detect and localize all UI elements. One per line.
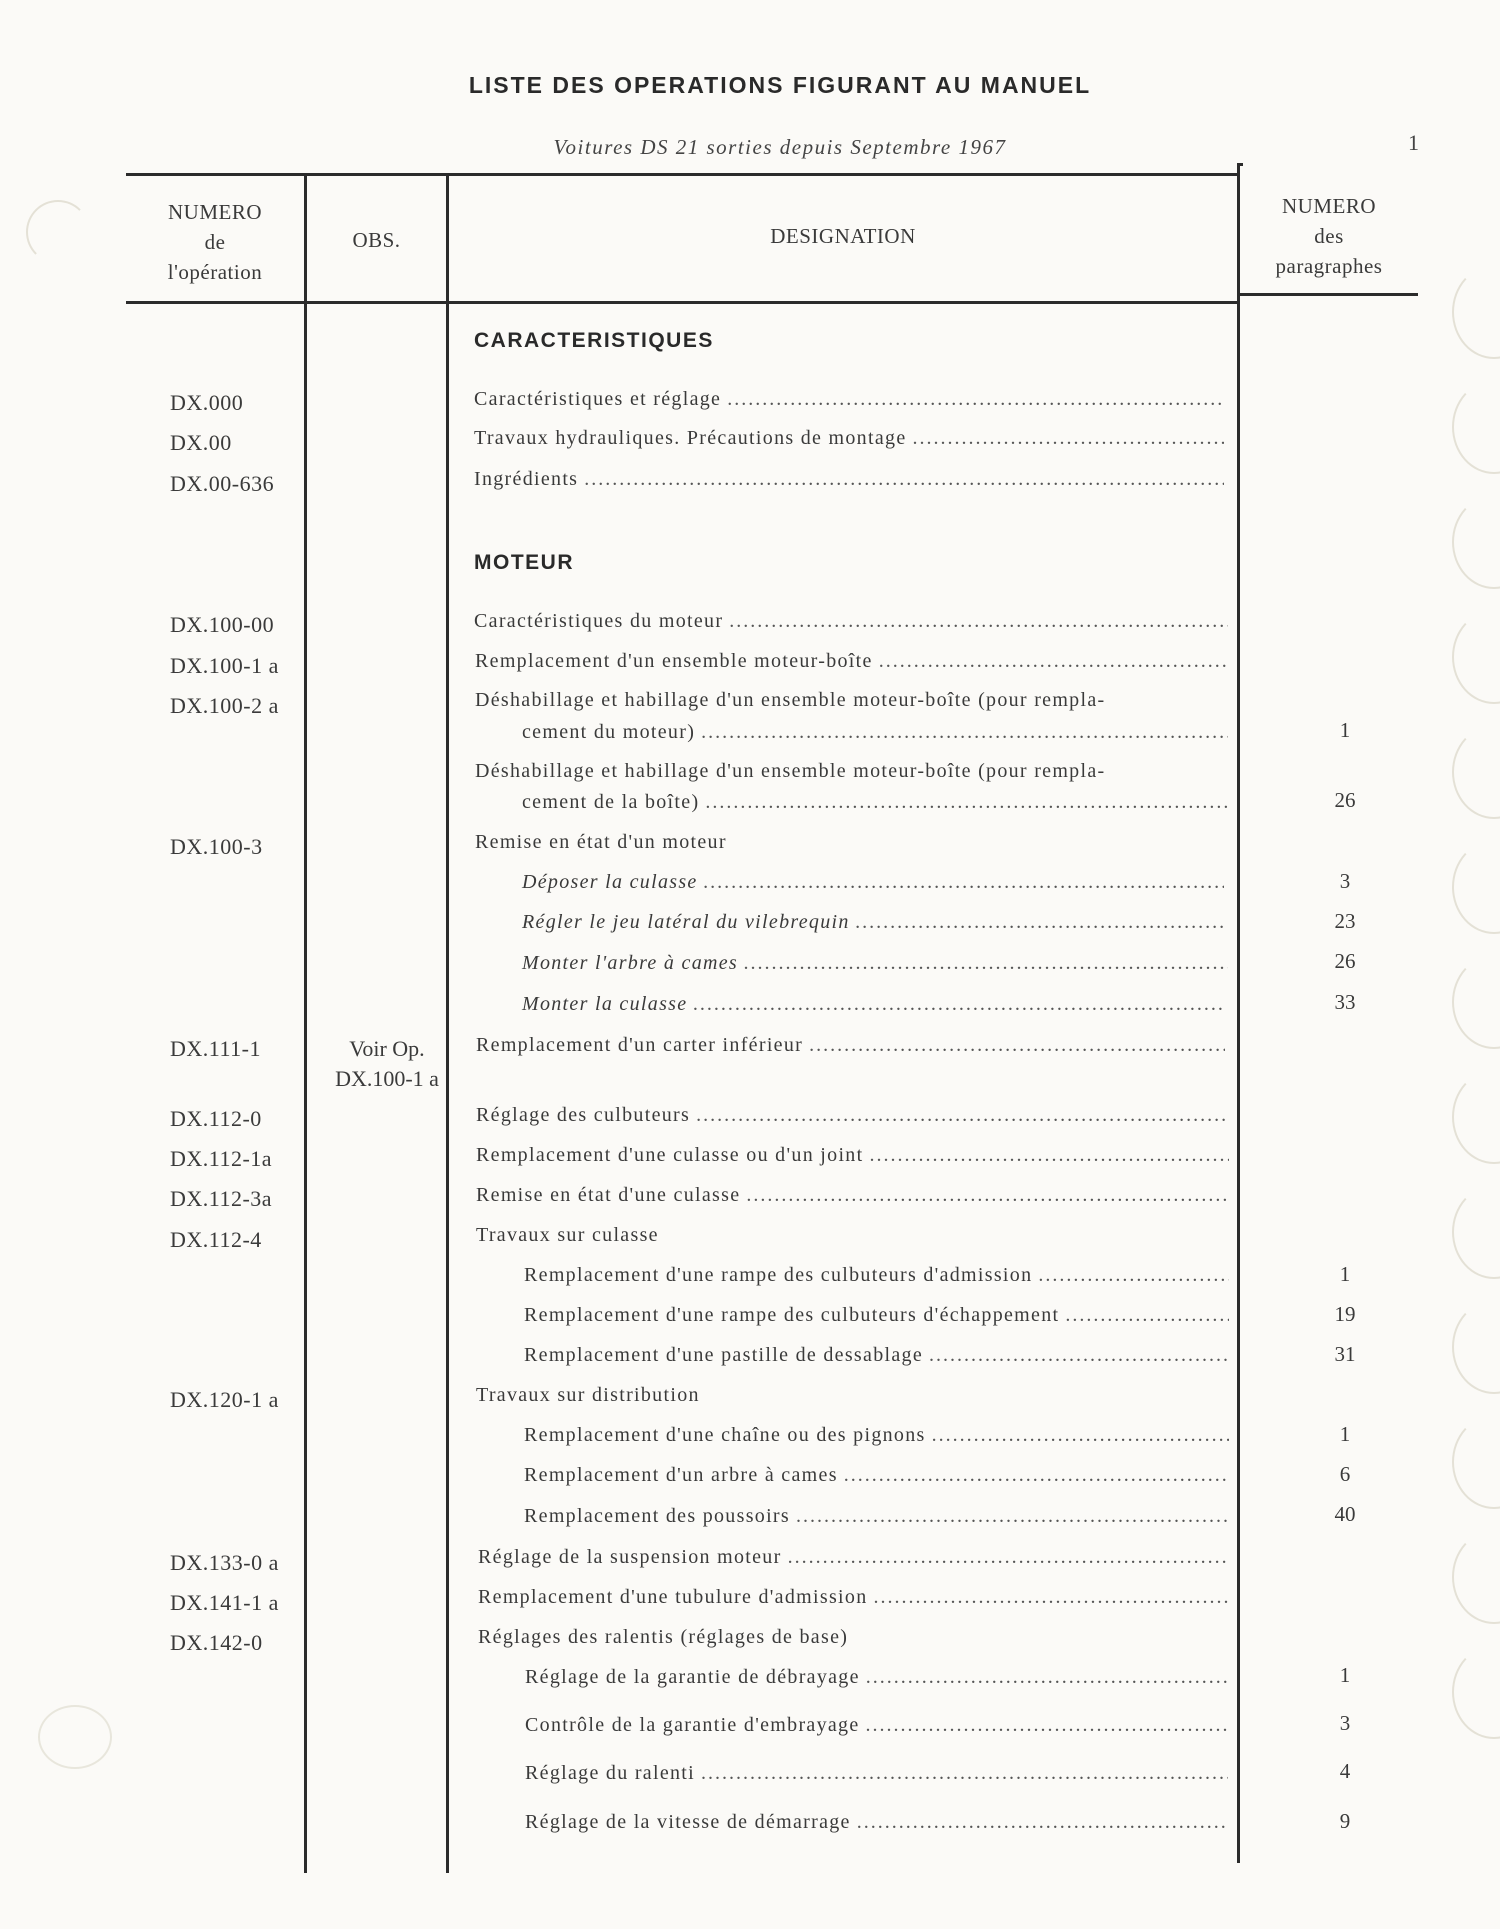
binder-hole-mark [1452,840,1500,934]
paragraph-number: 1 [1339,1262,1351,1286]
paragraph-number: 6 [1339,1462,1351,1486]
binder-hole-mark [1452,725,1500,819]
designation-subitem: Remplacement des poussoirs ..... [524,1505,1229,1533]
paragraph-number: 1 [1339,1663,1351,1687]
designation-line: Remplacement d'une culasse ou d'un joint ..... [476,1144,1229,1172]
designation-line: Caractéristiques du moteur ..... [474,610,1228,638]
binder-hole-mark [1452,1185,1500,1279]
designation-subitem: Remplacement d'une rampe des culbuteurs d'admission ..... [524,1264,1229,1292]
designation-subitem: Monter l'arbre à cames ..... [522,952,1228,980]
operation-code: DX.100-00 [170,612,275,637]
operation-code: DX.120-1 a [170,1387,279,1412]
page-number: 1 [1408,130,1419,155]
header-numero-operation: NUMERO de l'opération [167,200,263,284]
page-title: LISTE DES OPERATIONS FIGURANT AU MANUEL [468,72,1092,98]
designation-line: Travaux sur culasse [476,1224,659,1246]
binder-hole-mark [1452,380,1500,474]
header-numero-paragraphes: NUMERO des paragraphes [1275,194,1383,278]
column-divider-1 [304,173,307,1873]
designation-line: Caractéristiques et réglage ..... [474,388,1224,416]
paragraph-number: 3 [1339,1711,1351,1735]
header-bottom-rule-left [126,301,1240,304]
operation-code: DX.100-1 a [170,653,279,678]
designation-line: Remise en état d'une culasse ..... [476,1184,1229,1212]
binder-hole-mark [1452,495,1500,589]
binder-hole-mark [1452,610,1500,704]
designation-subitem: Remplacement d'une rampe des culbuteurs d'échappement ..... [524,1304,1229,1332]
page-subtitle: Voitures DS 21 sorties depuis Septembre 1967 [553,135,1007,159]
table-top-rule [126,173,1240,176]
paragraph-number: 1 [1339,718,1351,742]
designation-subitem: Réglage de la vitesse de démarrage ..... [525,1811,1228,1839]
designation-line: Réglages des ralentis (réglages de base) [478,1626,849,1648]
designation-subitem: Réglage de la garantie de débrayage ..... [525,1666,1228,1694]
paragraph-number: 33 [1334,990,1356,1014]
paragraph-number: 4 [1339,1759,1351,1783]
designation-line: Travaux hydrauliques. Précautions de montage ..... [474,427,1224,455]
header-obs: OBS. [352,228,401,252]
designation-subitem: Remplacement d'une chaîne ou des pignons ..... [524,1424,1229,1452]
operation-code: DX.00-636 [170,471,275,496]
binder-hole-mark [1452,955,1500,1049]
binder-hole-mark [26,200,90,264]
binder-hole-mark [1452,1530,1500,1624]
designation-line: Réglage des culbuteurs ..... [476,1104,1229,1132]
paragraph-number: 23 [1334,909,1356,933]
designation-line-continuation: cement de la boîte) ..... [522,791,1228,819]
section-heading: MOTEUR [474,551,574,574]
paragraph-number: 19 [1334,1302,1356,1326]
operation-code: DX.142-0 [170,1630,263,1655]
paragraph-number: 1 [1339,1422,1351,1446]
paragraph-number: 31 [1334,1342,1356,1366]
designation-line: Remplacement d'un ensemble moteur-boîte ..... [475,650,1228,678]
paragraph-number: 40 [1334,1502,1356,1526]
section-heading: CARACTERISTIQUES [474,329,714,352]
operation-code: DX.111-1 [170,1036,261,1061]
operation-code: DX.112-1a [170,1146,273,1171]
operation-code: DX.112-4 [170,1227,262,1252]
binder-hole-mark [1452,1070,1500,1164]
designation-subitem: Réglage du ralenti ..... [525,1762,1228,1790]
binder-hole-mark [38,1705,112,1769]
designation-subitem: Remplacement d'une pastille de dessablage ..... [524,1344,1227,1372]
designation-line: Ingrédients ..... [474,468,1224,496]
column-divider-3 [1237,163,1240,1863]
paragraph-number: 26 [1334,949,1356,973]
designation-line: Remplacement d'une tubulure d'admission ..... [478,1586,1228,1614]
column-divider-2 [446,173,449,1873]
designation-line: Déshabillage et habillage d'un ensemble moteur-boîte (pour rempla- [475,689,1106,711]
header-designation: DESIGNATION [770,224,916,248]
paragraph-number: 26 [1334,788,1356,812]
operation-code: DX.100-2 a [170,693,279,718]
designation-subitem: Déposer la culasse ..... [522,871,1224,899]
operation-code: DX.000 [170,390,244,415]
designation-line: Déshabillage et habillage d'un ensemble moteur-boîte (pour rempla- [475,760,1106,782]
operation-code: DX.112-0 [170,1106,262,1131]
designation-line: Réglage de la suspension moteur ..... [478,1546,1228,1574]
designation-line: Travaux sur distribution [476,1384,700,1406]
designation-line: Remise en état d'un moteur [475,831,727,853]
designation-line-continuation: cement du moteur) ..... [522,721,1228,749]
designation-subitem: Remplacement d'un arbre à cames ..... [524,1464,1227,1492]
operation-code: DX.133-0 a [170,1550,279,1575]
paragraph-number: 3 [1339,869,1351,893]
designation-line: Remplacement d'un carter inférieur ..... [476,1034,1225,1062]
obs-note: Voir Op. DX.100-1 a [335,1036,439,1091]
binder-hole-mark [1452,1645,1500,1739]
designation-subitem: Régler le jeu latéral du vilebrequin ..... [522,911,1224,939]
binder-hole-mark [1452,1300,1500,1394]
designation-subitem: Contrôle de la garantie d'embrayage ..... [525,1714,1228,1742]
paragraph-number: 9 [1339,1809,1351,1833]
binder-hole-mark [1452,1415,1500,1509]
operation-code: DX.00 [170,430,232,455]
header-bottom-rule-right [1238,293,1418,296]
designation-subitem: Monter la culasse ..... [522,993,1225,1021]
binder-hole-mark [1452,265,1500,359]
operation-code: DX.100-3 [170,834,263,859]
operation-code: DX.141-1 a [170,1590,279,1615]
operation-code: DX.112-3a [170,1186,273,1211]
